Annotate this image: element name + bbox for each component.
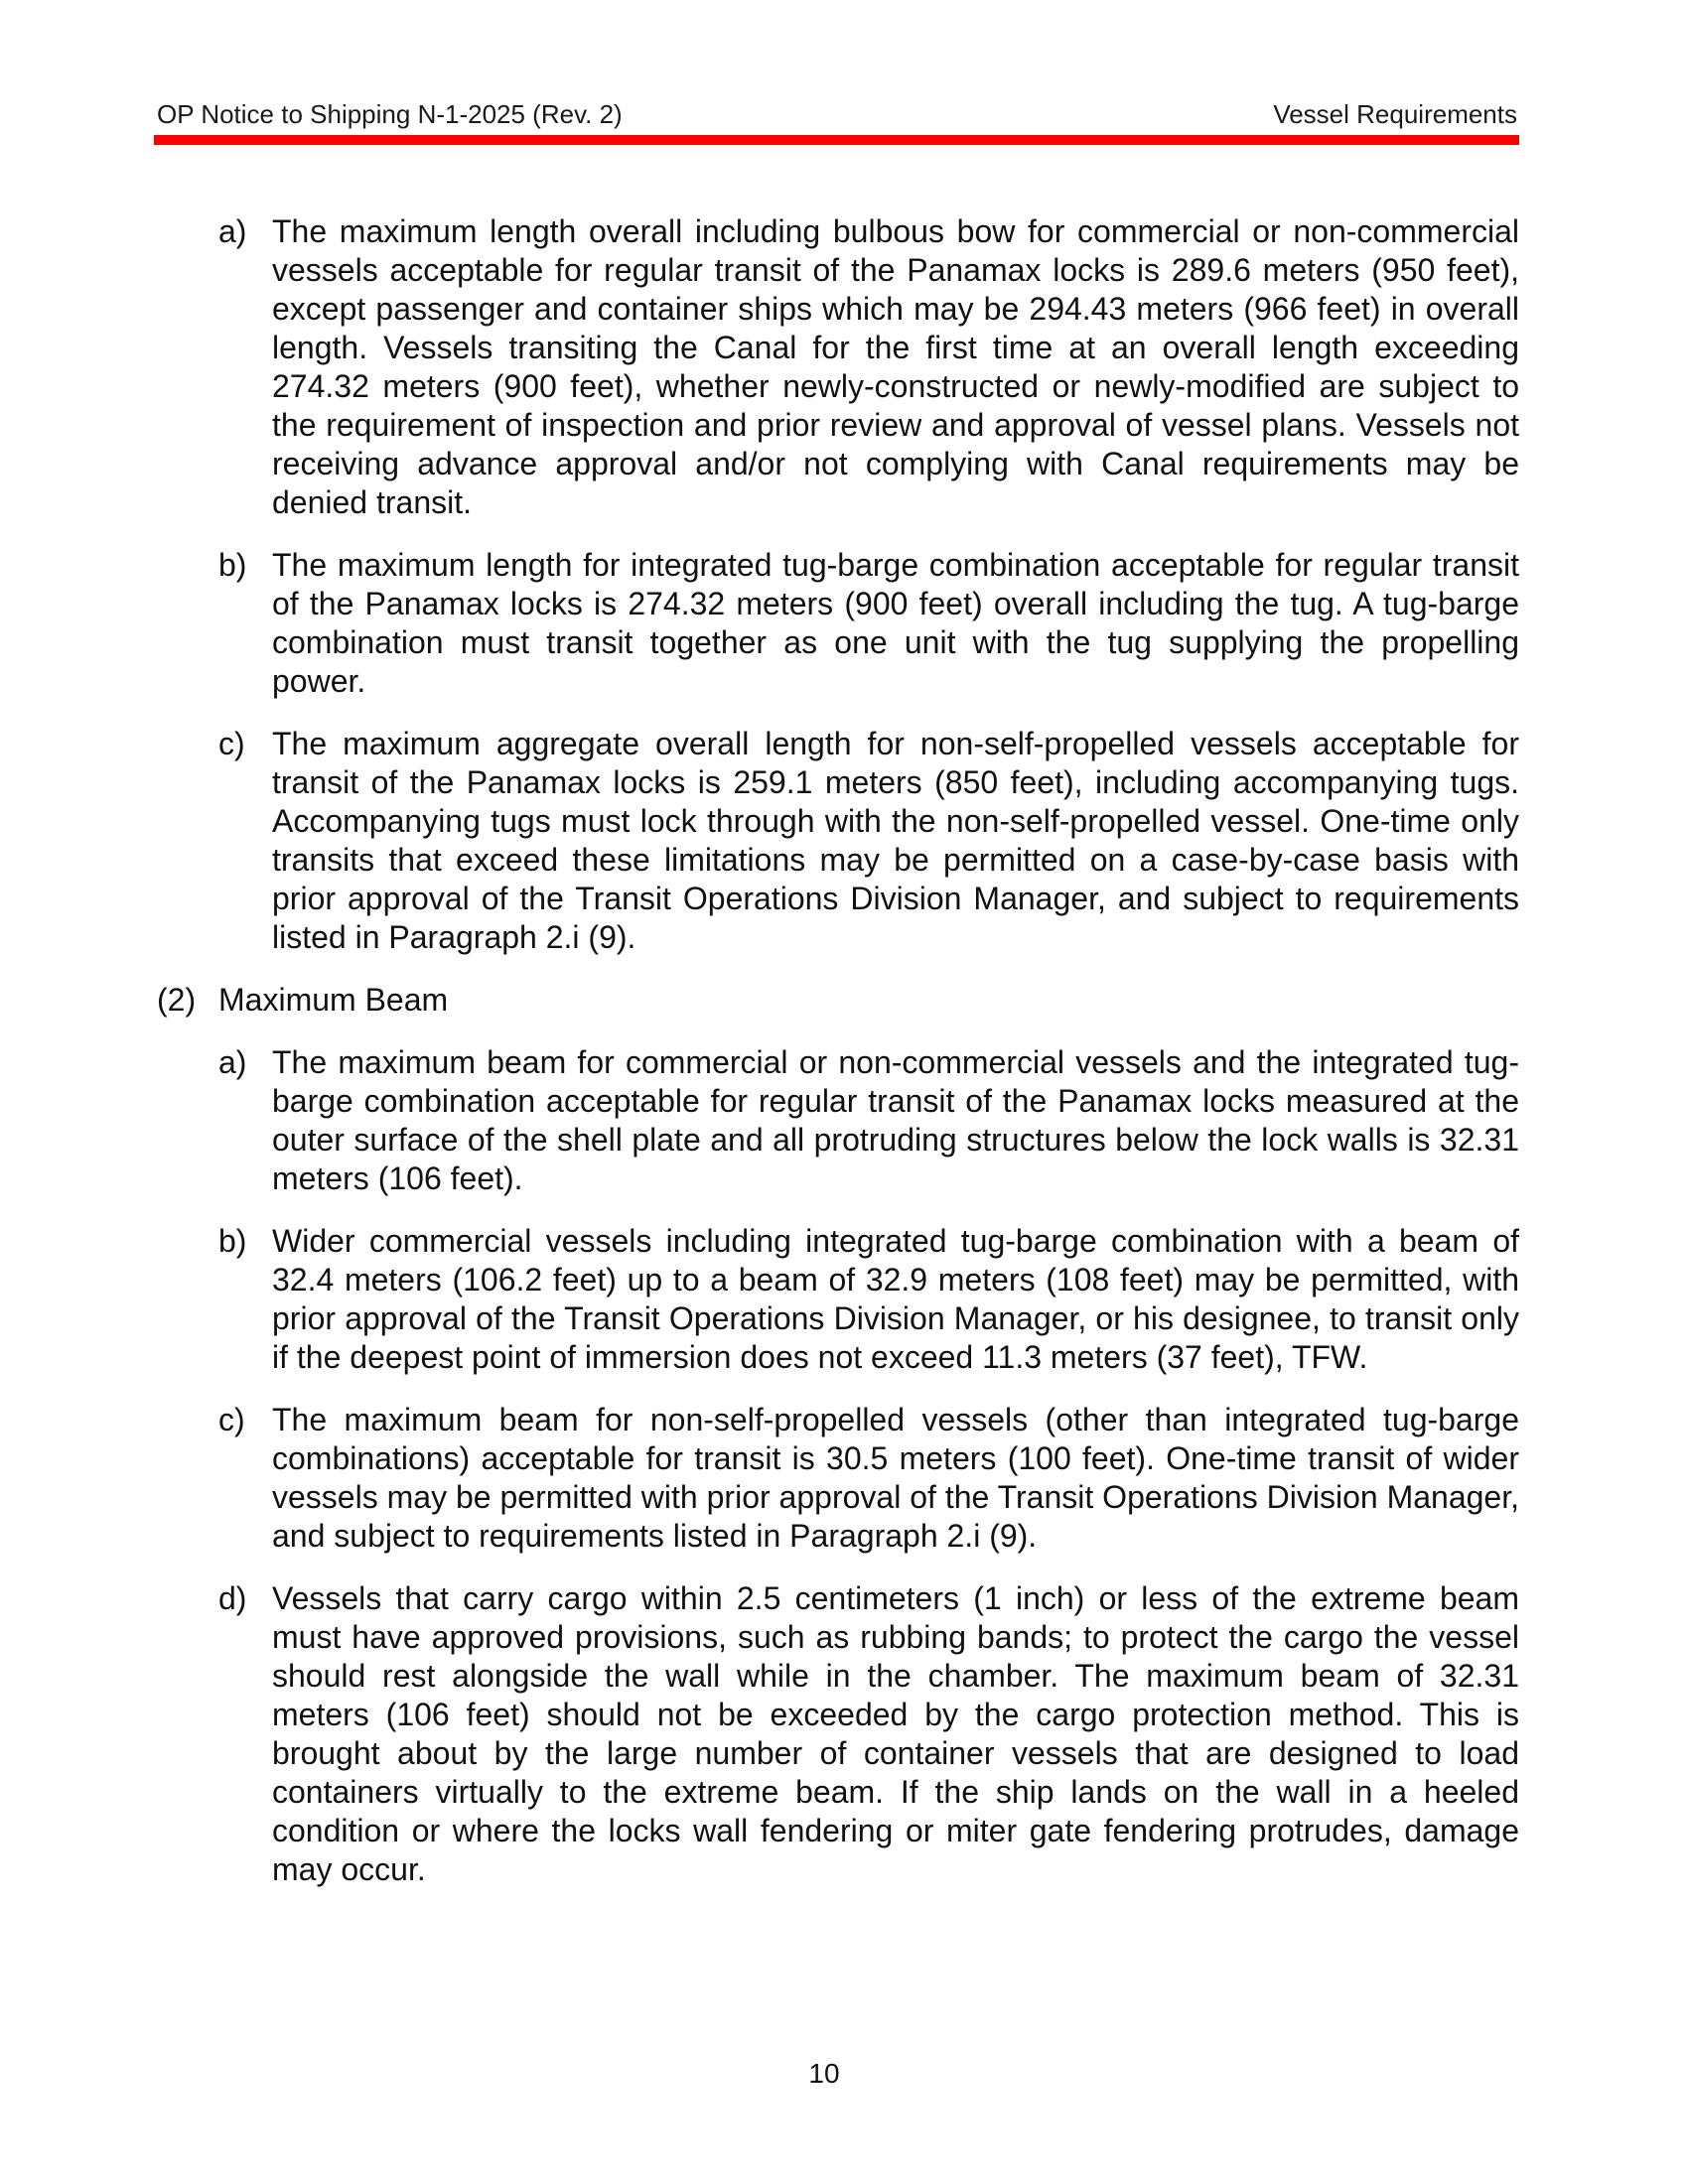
item-marker: d) xyxy=(218,1580,247,1616)
beam-item-b xyxy=(157,1222,1519,1377)
item-text: Vessels that carry cargo within 2.5 centimeters (1 inch) or less of the extreme beam must have approved provisions, such as rubbing bands; to protect the cargo the vessel should rest alongside the wall while in the chamber. The maximum beam of 32.31 meters (106 feet) should not be exceeded by the cargo protection method. This is brought about by the large number of container vessels that are designed to load containers virtually to the extreme beam. If the ship lands on the wall in a heeled condition or where the locks wall fendering or miter gate fendering protrudes, damage may occur. xyxy=(272,1580,1519,1887)
section-number: (2) xyxy=(157,982,197,1018)
item-marker: a) xyxy=(218,1044,247,1080)
header-divider xyxy=(154,135,1519,145)
length-item-a xyxy=(157,212,1519,522)
item-marker: c) xyxy=(218,1402,245,1437)
item-text: The maximum beam for non-self-propelled vessels (other than integrated tug-barge combinations) acceptable for transit is 30.5 meters (100 feet). One-time transit of wider vessels may be permitted with prior approval of the Transit Operations Division Manager, and subject to requirements listed in Paragraph 2.i (9). xyxy=(272,1402,1519,1554)
item-text: Wider commercial vessels including integrated tug-barge combination with a beam of 32.4 meters (106.2 feet) up to a beam of 32.9 meters (108 feet) may be permitted, with prior approval of the Transit Operations Division Manager, or his designee, to transit only if the deepest point of immersion does not exceed 11.3 meters (37 feet), TFW. xyxy=(272,1223,1519,1375)
page-number: 10 xyxy=(808,2058,840,2089)
item-marker: b) xyxy=(218,1223,247,1259)
maximum-beam-heading xyxy=(157,981,1519,1020)
length-item-b xyxy=(157,546,1519,701)
item-marker: a) xyxy=(218,213,247,249)
item-marker: c) xyxy=(218,726,245,761)
section-title: Vessel Requirements xyxy=(1273,99,1517,129)
beam-item-c xyxy=(157,1401,1519,1556)
beam-item-d xyxy=(157,1579,1519,1889)
length-item-c xyxy=(157,725,1519,957)
page-body xyxy=(157,212,1519,1913)
item-text: The maximum aggregate overall length for non-self-propelled vessels acceptable for transit of the Panamax locks is 259.1 meters (850 feet), including accompanying tugs. Accompanying tugs must lock through with the non-self-propelled vessel. One-time only transits that exceed these limitations may be permitted on a case-by-case basis with prior approval of the Transit Operations Division Manager, and subject to requirements listed in Paragraph 2.i (9). xyxy=(272,726,1519,955)
document-title: OP Notice to Shipping N-1-2025 (Rev. 2) xyxy=(157,99,623,129)
section-heading-text: Maximum Beam xyxy=(218,982,449,1018)
beam-item-a xyxy=(157,1043,1519,1198)
item-marker: b) xyxy=(218,547,247,583)
item-text: The maximum length overall including bulbous bow for commercial or non-commercial vessels acceptable for regular transit of the Panamax locks is 289.6 meters (950 feet), except passenger and container ships which may be 294.43 meters (966 feet) in overall length. Vessels transiting the Canal for the first time at an overall length exceeding 274.32 meters (900 feet), whether newly-constructed or newly-modified are subject to the requirement of inspection and prior review and approval of vessel plans. Vessels not receiving advance approval and/or not complying with Canal requirements may be denied transit. xyxy=(272,213,1519,520)
item-text: The maximum length for integrated tug-barge combination acceptable for regular transit of the Panamax locks is 274.32 meters (900 feet) overall including the tug. A tug-barge combination must transit together as one unit with the tug supplying the propelling power. xyxy=(272,547,1519,699)
page-header xyxy=(157,97,1517,137)
item-text: The maximum beam for commercial or non-commercial vessels and the integrated tug-barge combination acceptable for regular transit of the Panamax locks measured at the outer surface of the shell plate and all protruding structures below the lock walls is 32.31 meters (106 feet). xyxy=(272,1044,1519,1196)
